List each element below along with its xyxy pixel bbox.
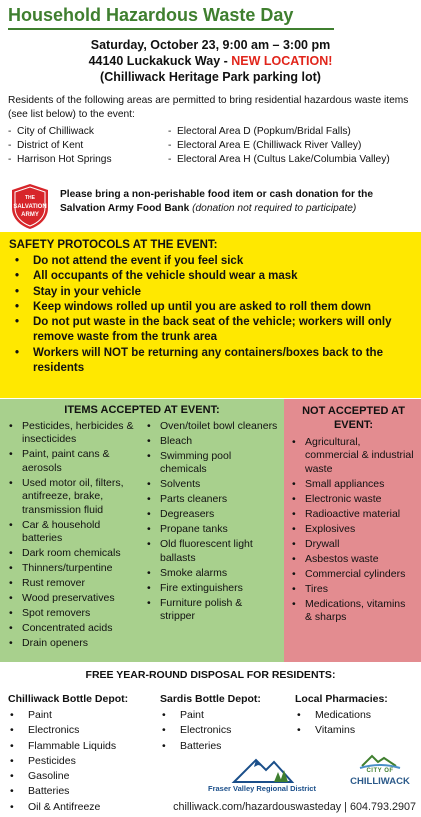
- not-accepted-title: NOT ACCEPTED AT EVENT:: [302, 405, 405, 431]
- areas-column-left: [8, 125, 168, 167]
- not-accepted-item: • Small appliances: [292, 477, 385, 490]
- accepted-item: • Used motor oil, filters, antifreeze, brake, transmission fluid: [9, 476, 124, 516]
- depot-item: • Medications: [297, 709, 372, 721]
- chilliwack-city-of: CITY OF: [366, 768, 394, 774]
- not-accepted-item: • Commercial cylinders: [292, 567, 406, 580]
- sardis-bottle-depot: [160, 692, 261, 754]
- depot-item: • Batteries: [10, 785, 70, 798]
- depot-title: Local Pharmacies:: [295, 693, 388, 705]
- accepted-item: • Drain openers: [9, 637, 88, 650]
- depot-item: • Vitamins: [297, 724, 356, 737]
- accepted-item: • Pesticides, herbicides & insecticides: [9, 420, 134, 446]
- not-accepted-item: • Asbestos waste: [292, 552, 379, 565]
- safety-item: • Do not put waste in the back seat of the vehicle; workers will only remove waste from the trunk area: [15, 316, 392, 344]
- area-item: - District of Kent: [8, 140, 84, 151]
- footer-contact: chilliwack.com/hazardouswasteday | 604.793.2907: [173, 801, 416, 813]
- accepted-item: • Concentrated acids: [9, 622, 113, 635]
- accepted-item: • Paint, paint cans & aerosols: [9, 448, 110, 474]
- depot-item: • Pesticides: [10, 754, 76, 767]
- not-accepted-item: • Radioactive material: [292, 507, 401, 520]
- partner-logos: [196, 752, 416, 798]
- accepted-item: • Parts cleaners: [147, 493, 228, 506]
- depot-item: • Paint: [162, 709, 204, 721]
- accepted-item: • Bleach: [147, 435, 193, 447]
- not-accepted-panel: [284, 399, 421, 662]
- depot-item: • Electronics: [162, 724, 232, 737]
- areas-column-right: [168, 125, 414, 167]
- chilliwack-logo: [348, 754, 412, 798]
- depot-item: • Electronics: [10, 724, 80, 737]
- event-landmark: (Chilliwack Heritage Park parking lot): [100, 70, 321, 84]
- svg-text:ARMY: ARMY: [21, 212, 39, 218]
- new-location-label: NEW LOCATION!: [231, 54, 333, 68]
- svg-text:THE: THE: [25, 195, 35, 201]
- header: [8, 4, 414, 30]
- area-item: - Electoral Area D (Popkum/Bridal Falls): [168, 126, 351, 137]
- not-accepted-item: • Explosives: [292, 522, 356, 535]
- depot-item: • Gasoline: [10, 770, 70, 783]
- donation-note: (donation not required to participate): [192, 203, 357, 214]
- accepted-item: • Car & household batteries: [9, 518, 101, 545]
- depot-item: • Paint: [10, 709, 52, 721]
- mountain-icon: [204, 752, 320, 784]
- accepted-item: • Degreasers: [147, 508, 215, 521]
- not-accepted-item: • Drywall: [292, 537, 340, 550]
- accepted-item: • Old fluorescent light ballasts: [147, 538, 253, 564]
- year-round-title: FREE YEAR-ROUND DISPOSAL FOR RESIDENTS:: [85, 669, 336, 681]
- salvation-army-logo: [8, 182, 52, 230]
- safety-item: • All occupants of the vehicle should wear a mask: [15, 270, 298, 283]
- accepted-item: • Oven/toilet bowl cleaners: [147, 420, 278, 432]
- accepted-item: • Propane tanks: [147, 523, 228, 536]
- area-item: - Electoral Area E (Chilliwack River Valley): [168, 140, 362, 151]
- fvrd-logo: [204, 752, 320, 796]
- depot-title: Chilliwack Bottle Depot:: [8, 693, 129, 705]
- intro-text: Residents of the following areas are permitted to bring residential hazardous waste items (see list below) to the event:: [8, 95, 409, 120]
- depot-item: • Batteries: [162, 739, 222, 752]
- donation-notice: [8, 182, 414, 230]
- accepted-item: • Swimming pool chemicals: [147, 450, 232, 476]
- accepted-item: • Rust remover: [9, 577, 86, 590]
- page-title: Household Hazardous Waste Day: [8, 5, 294, 25]
- safety-title: SAFETY PROTOCOLS AT THE EVENT:: [9, 239, 218, 251]
- depot-item: • Flammable Liquids: [10, 739, 117, 752]
- chilliwack-bottle-depot: [8, 692, 128, 815]
- fvrd-name: Fraser Valley Regional District: [208, 784, 316, 793]
- not-accepted-item: • Medications, vitamins & sharps: [292, 597, 406, 624]
- accepted-item: • Wood preservatives: [9, 592, 115, 605]
- svg-text:SALVATION: SALVATION: [13, 204, 47, 210]
- not-accepted-item: • Agricultural, commercial & industrial waste: [292, 436, 414, 475]
- area-item: - City of Chilliwack: [8, 126, 94, 137]
- safety-item: • Stay in your vehicle: [15, 285, 142, 298]
- safety-item: • Workers will NOT be returning any containers/boxes back to the residents: [15, 346, 383, 375]
- event-info: [0, 37, 421, 85]
- accepted-item: • Furniture polish & stripper: [147, 596, 243, 623]
- event-address: 44140 Luckakuck Way -: [88, 54, 232, 68]
- event-date-time: Saturday, October 23, 9:00 am – 3:00 pm: [90, 38, 331, 52]
- chilliwack-name: CHILLIWACK: [350, 776, 410, 787]
- eligible-areas: [8, 125, 414, 167]
- not-accepted-item: • Tires: [292, 582, 328, 595]
- accepted-item: • Smoke alarms: [147, 566, 228, 579]
- local-pharmacies: [295, 692, 388, 739]
- safety-protocols-panel: [0, 232, 421, 398]
- safety-item: • Do not attend the event if you feel sick: [15, 255, 244, 267]
- area-item: - Harrison Hot Springs: [8, 154, 112, 165]
- accepted-item: • Dark room chemicals: [9, 547, 121, 560]
- accepted-item: • Solvents: [147, 478, 201, 491]
- accepted-item: • Spot removers: [9, 607, 91, 620]
- donation-text: Please bring a non-perishable food item or cash donation for the Salvation Army Food Bank (donation not required to participate): [60, 189, 374, 214]
- accepted-item: • Thinners/turpentine: [9, 562, 113, 575]
- title-underline: [8, 28, 334, 30]
- safety-item: • Keep windows rolled up until you are asked to roll them down: [15, 300, 372, 313]
- safety-list: [9, 254, 412, 376]
- depot-item: • Oil & Antifreeze: [10, 800, 101, 813]
- event-address-line: [0, 53, 421, 69]
- depot-title: Sardis Bottle Depot:: [160, 693, 261, 705]
- area-item: - Electoral Area H (Cultus Lake/Columbia Valley): [168, 154, 390, 165]
- not-accepted-item: • Electronic waste: [292, 492, 382, 505]
- accepted-column-left: [6, 420, 142, 652]
- accepted-column-right: [144, 420, 278, 652]
- accepted-items-panel: [0, 399, 284, 662]
- accepted-title: ITEMS ACCEPTED AT EVENT:: [64, 404, 220, 416]
- accepted-item: • Fire extinguishers: [147, 581, 243, 594]
